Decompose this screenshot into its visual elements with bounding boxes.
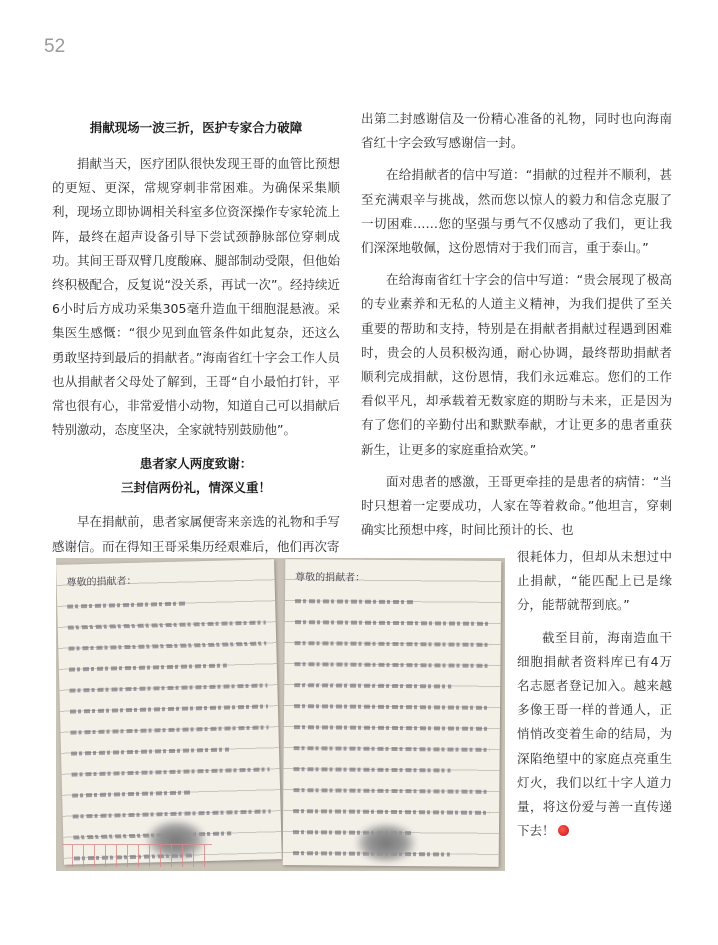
grid-paper-edge — [62, 844, 212, 867]
handwritten-letter-1 — [56, 559, 282, 865]
section-heading-2 — [52, 452, 340, 500]
right-column — [361, 107, 672, 542]
paragraph: 早在捐献前，患者家属便寄来亲选的礼物和手写感谢信。而在得知王哥采集历经艰难后，他们再次寄 — [52, 514, 340, 554]
blurred-signature — [356, 823, 416, 863]
paragraph — [517, 626, 672, 844]
narrow-column — [517, 545, 672, 843]
paragraph: 在给捐献者的信中写道：“捐献的过程并不顺利，甚至充满艰辛与挑战，然而您以惊人的毅力和信念克服了一切困难……您的坚强与勇气不仅感动了我们，更让我们深深地敬佩，这份恩情对于我们而言，重于泰山。” — [361, 167, 672, 256]
paragraph: 面对患者的感激，王哥更牵挂的是患者的病情：“当时只想着一定要成功，人家在等着救命。”他坦言，穿刺确实比预想中疼，时间比预计的长、也 — [361, 473, 672, 538]
paragraph: 很耗体力，但却从未想过中止捐献，“能匹配上已是缘分，能帮就帮到底。” — [517, 549, 672, 613]
closing-paragraph-text: 截至目前，海南造血干细胞捐献者资料库已有4万名志愿者登记加入。越来越多像王哥一样的普通人，正悄悄改变着生命的结局，为深陷绝望中的家庭点亮重生灯火，我们以红十字人道力量，将这份爱与善一直传递下去！ — [517, 629, 672, 839]
letter-greeting: 尊敬的捐献者： — [295, 572, 366, 584]
paragraph: 捐献当天，医疗团队很快发现王哥的血管比预想的更短、更深，常规穿刺非常困难。为确保采集顺利，现场立即协调相关科室多位资深操作专家轮流上阵，最终在超声设备引导下尝试颈静脉部位穿刺成功。其间王哥双臂几度酸麻、腿部制动受限，但他始终积极配合，反复说“没关系，再试一次”。经持续近6小时后方成功采集305毫升造血干细胞混悬液。采集医生感慨：“很少见到血管条件如此复杂，还这么勇敢坚持到最后的捐献者。”海南省红十字会工作人员也从捐献者父母处了解到，王哥“自小最怕打针，平常也很有心，非常爱惜小动物，知道自己可以捐献后特别激动，态度坚决，全家就特别鼓励他”。 — [52, 156, 340, 438]
paragraph: 出第二封感谢信及一份精心准备的礼物，同时也向海南省红十字会致写感谢信一封。 — [361, 111, 672, 151]
section-heading-2-line1: 患者家人两度致谢： — [139, 456, 253, 472]
end-mark-icon — [558, 825, 569, 836]
section-heading-2-line2: 三封信两份礼，情深义重！ — [120, 480, 271, 496]
thank-you-letters-photo — [56, 558, 505, 871]
paragraph: 在给海南省红十字会的信中写道：“贵会展现了极高的专业素养和无私的人道主义精神，为我们提供了至关重要的帮助和支持，特别是在捐献者捐献过程遇到困难时，贵会的人员积极沟通，耐心协调，最终帮助捐献者顺利完成捐献，这份恩情，我们永远难忘。您们的工作看似平凡，却承载着无数家庭的期盼与未来，正是因为有了您们的辛勤付出和默默奉献，才让更多的患者重获新生，让更多的家庭重拾欢笑。” — [361, 272, 672, 457]
section-heading-1: 捐献现场一波三折，医护专家合力破障 — [89, 120, 303, 135]
page-number: 52 — [44, 36, 66, 57]
left-column — [52, 116, 340, 559]
handwritten-letter-2 — [283, 559, 502, 867]
letter-greeting: 尊敬的捐献者： — [66, 575, 137, 589]
